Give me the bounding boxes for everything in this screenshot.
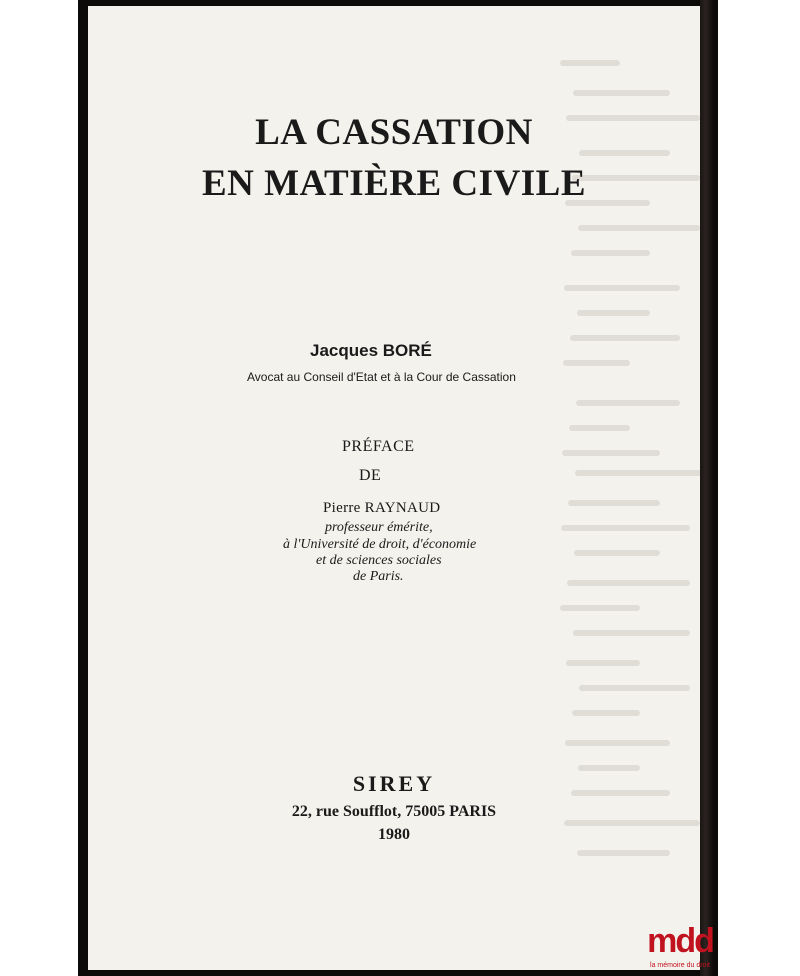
ghost-line (573, 90, 670, 96)
ghost-line (560, 605, 640, 611)
ghost-line (572, 710, 640, 716)
ghost-line (563, 360, 630, 366)
ghost-line (573, 630, 690, 636)
preface-de: DE (359, 467, 382, 484)
publisher-name: SIREY (352, 771, 436, 796)
preface-label: PRÉFACE (342, 438, 415, 455)
ghost-line (577, 310, 650, 316)
ghost-line (560, 60, 620, 66)
publication-year: 1980 (378, 826, 410, 843)
logo-mark: mdd (647, 922, 713, 960)
title-line-2: EN MATIÈRE CIVILE (201, 163, 587, 204)
ghost-line (574, 550, 660, 556)
author-name: Jacques BORÉ (310, 341, 432, 360)
ghost-line (570, 335, 680, 341)
ghost-line (578, 225, 700, 231)
ghost-line (579, 685, 690, 691)
ghost-line (564, 285, 680, 291)
ghost-line (568, 500, 660, 506)
mdd-logo (640, 922, 720, 976)
ghost-line (562, 450, 660, 456)
ghost-line (565, 740, 670, 746)
logo-tagline: la mémoire du droit (650, 962, 710, 969)
ghost-line (571, 250, 650, 256)
ghost-line (567, 580, 690, 586)
prefacer-city: de Paris. (353, 569, 404, 584)
ghost-line (577, 850, 670, 856)
ghost-line (569, 425, 630, 431)
publisher-address: 22, rue Soufflot, 75005 PARIS (291, 803, 497, 820)
ghost-line (576, 400, 680, 406)
prefacer-affiliation: à l'Université de droit, d'économie (283, 537, 477, 552)
ghost-line (566, 660, 640, 666)
prefacer-name: Pierre RAYNAUD (323, 500, 441, 516)
ghost-line (575, 470, 700, 476)
author-role: Avocat au Conseil d'Etat et à la Cour de Cassation (247, 370, 516, 384)
prefacer-title: professeur émérite, (325, 520, 433, 535)
ghost-line (561, 525, 690, 531)
page-edge-shadow (700, 0, 714, 976)
prefacer-affiliation-cont: et de sciences sociales (316, 553, 442, 568)
title-line-1: LA CASSATION (255, 112, 533, 153)
